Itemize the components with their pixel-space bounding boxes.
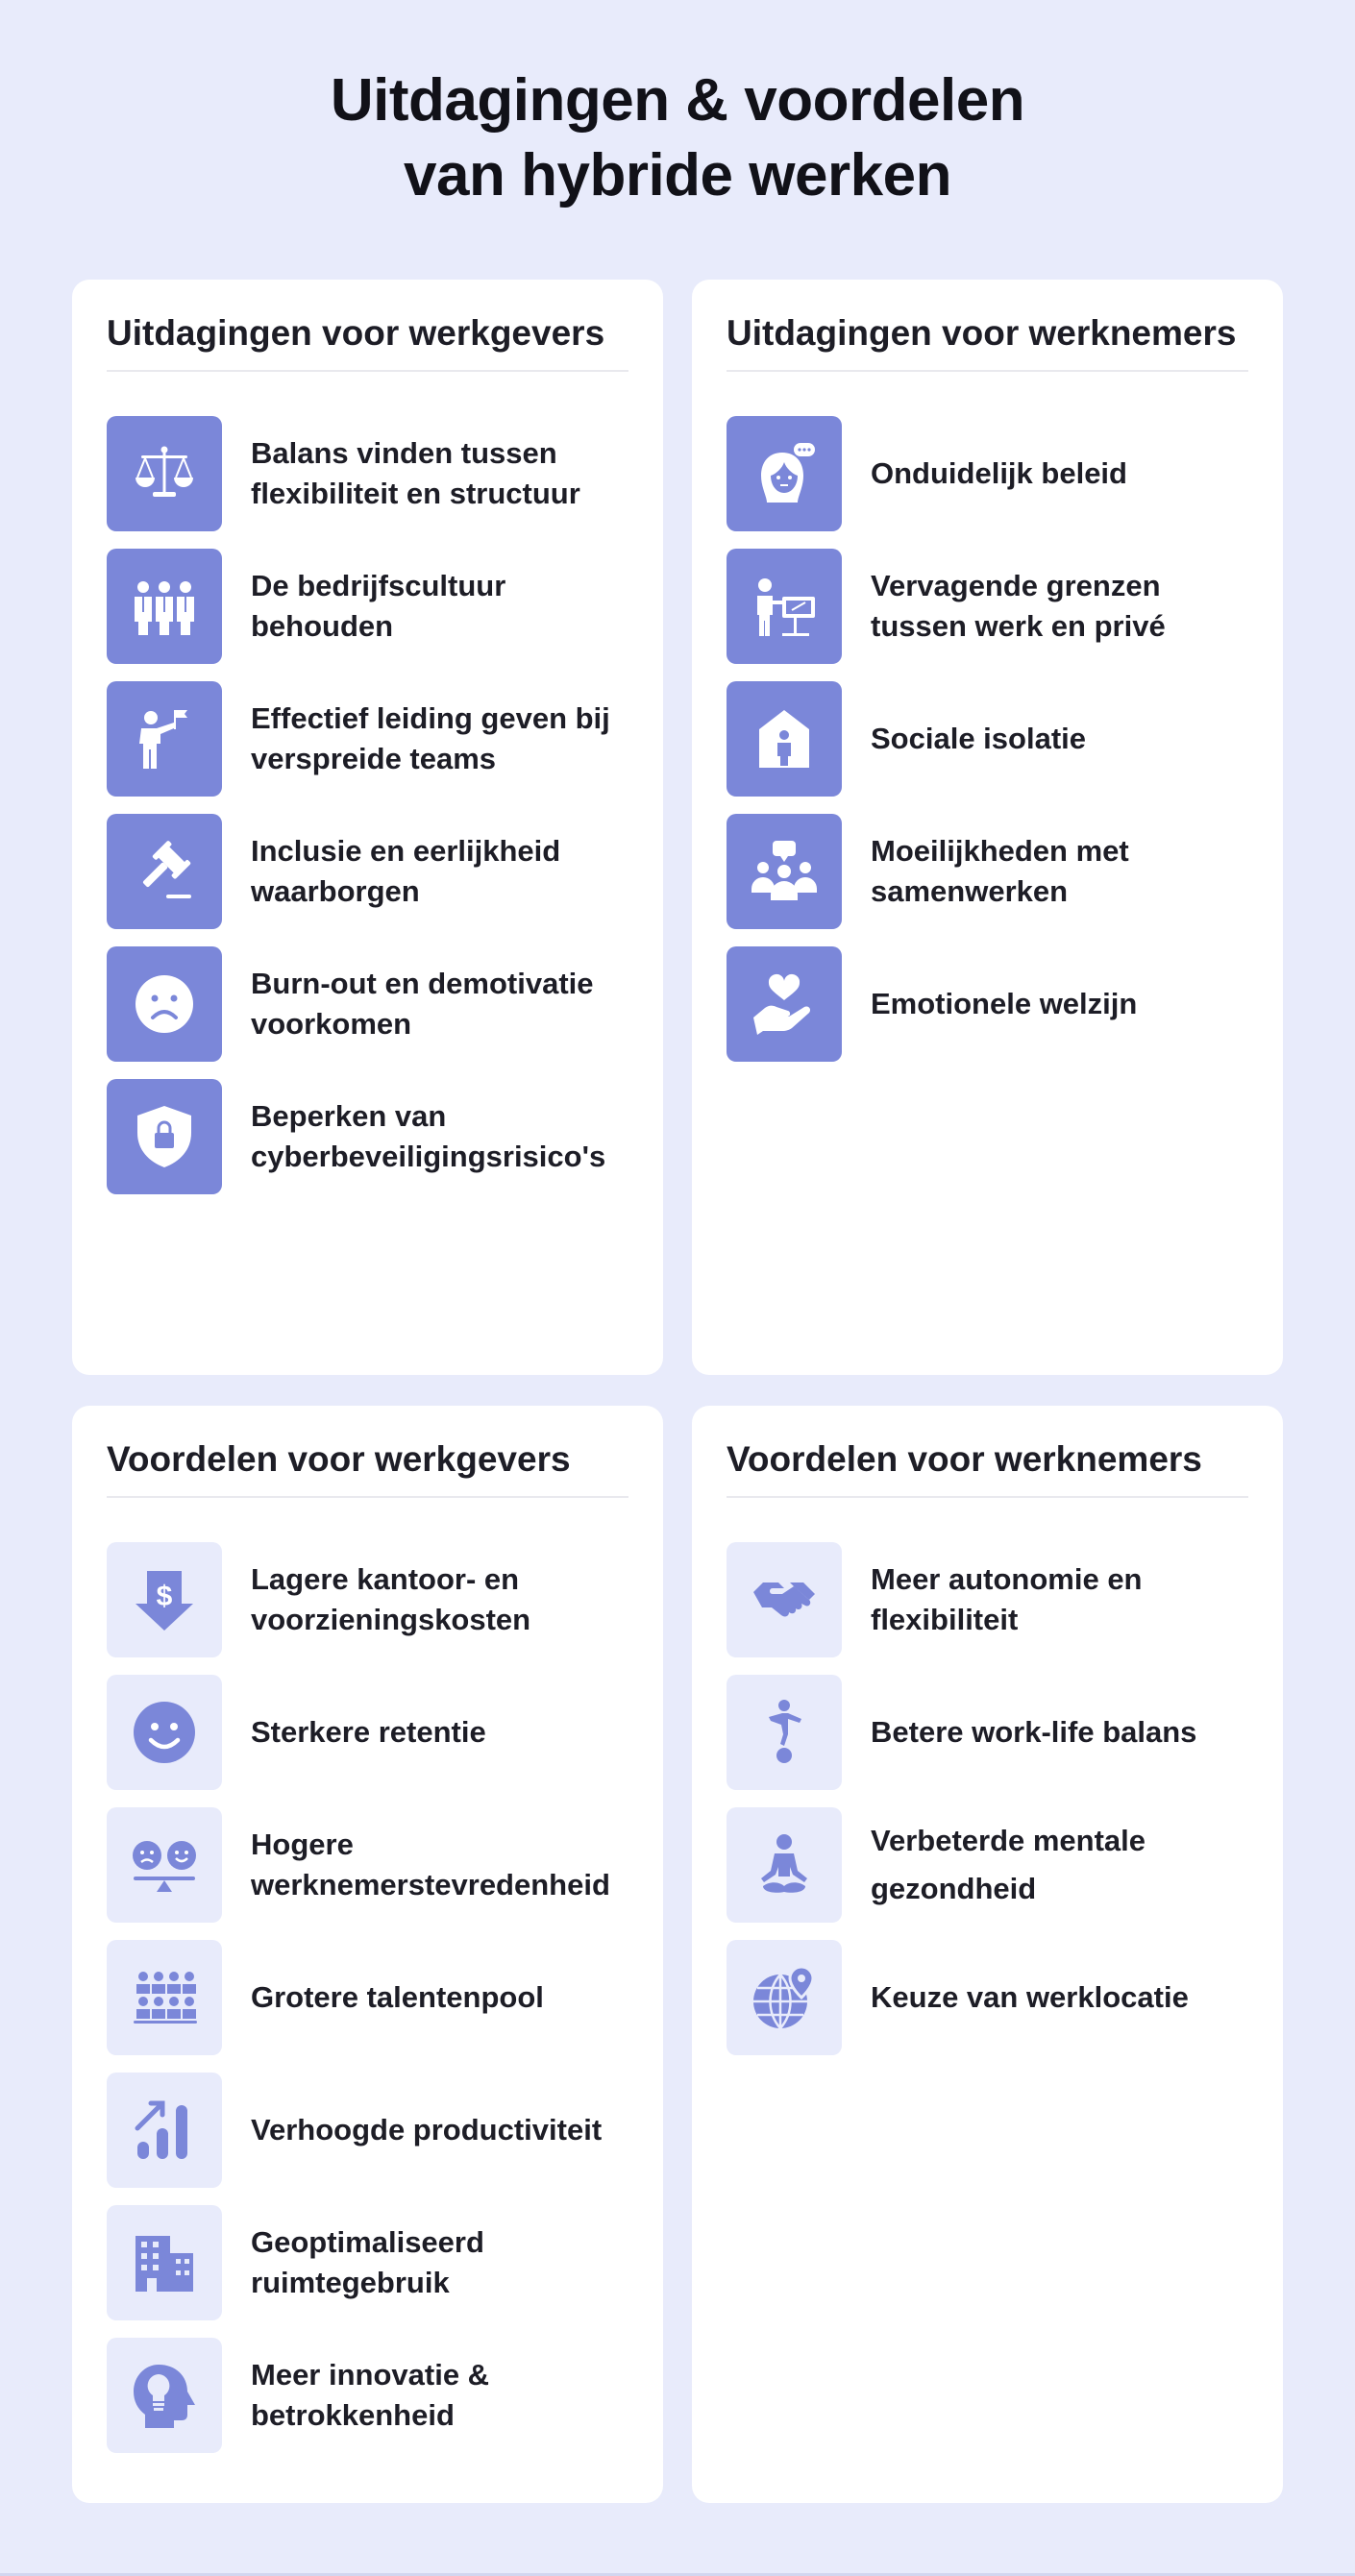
globe-pin-icon: [727, 1940, 842, 2055]
list-item: [727, 1675, 1248, 1790]
person-laptop-icon: [727, 549, 842, 664]
item-label: Meer autonomie en flexibiliteit: [871, 1562, 1143, 1636]
card-employee-challenges: [692, 280, 1283, 1375]
item-label: Betere work-life balans: [871, 1715, 1197, 1749]
item-label: Beperken van cyberbeveiligingsrisico's: [251, 1099, 606, 1173]
item-label: Sociale isolatie: [871, 722, 1086, 755]
card-title: Voordelen voor werkgevers: [107, 1406, 628, 1498]
item-list: [107, 416, 628, 1194]
list-item: [107, 2338, 628, 2453]
sad-face-icon: [107, 946, 222, 1062]
office-building-icon: [107, 2205, 222, 2320]
page-title-line-2: van hybride werken: [404, 142, 951, 209]
card-title: Uitdagingen voor werknemers: [727, 280, 1248, 372]
card-employer-benefits: [72, 1406, 663, 2503]
list-item: [107, 2073, 628, 2188]
list-item: [727, 1940, 1248, 2055]
list-item: [727, 1807, 1248, 1923]
scales-icon: [107, 416, 222, 531]
heart-hand-icon: [727, 946, 842, 1062]
handshake-icon: [727, 1542, 842, 1657]
list-item: [107, 814, 628, 929]
item-label: Lagere kantoor- en voorzieningskosten: [251, 1562, 531, 1636]
page-title: [0, 63, 1355, 213]
item-label: Hogere werknemerstevredenheid: [251, 1828, 610, 1901]
person-house-icon: [727, 681, 842, 797]
list-item: [107, 681, 628, 797]
item-label: Vervagende grenzen tussen werk en privé: [871, 569, 1166, 643]
card-employee-benefits: [692, 1406, 1283, 2503]
item-label: Inclusie en eerlijkheid waarborgen: [251, 834, 561, 908]
list-item: [107, 1940, 628, 2055]
gavel-icon: [107, 814, 222, 929]
list-item: [107, 549, 628, 664]
item-label: Sterkere retentie: [251, 1715, 486, 1749]
confused-person-icon: [727, 416, 842, 531]
item-label: De bedrijfscultuur behouden: [251, 569, 506, 643]
item-label: Verbeterde mentale gezondheid: [871, 1824, 1146, 1905]
card-employer-challenges: [72, 280, 663, 1375]
list-item: [727, 1542, 1248, 1657]
list-item: [107, 946, 628, 1062]
list-item: [727, 681, 1248, 797]
satisfaction-scale-icon: [107, 1807, 222, 1923]
item-label: Emotionele welzijn: [871, 987, 1138, 1020]
card-title: Voordelen voor werknemers: [727, 1406, 1248, 1498]
page-title-line-1: Uitdagingen & voordelen: [330, 67, 1025, 134]
growth-chart-icon: [107, 2073, 222, 2188]
list-item: [727, 946, 1248, 1062]
item-label: Onduidelijk beleid: [871, 456, 1127, 490]
list-item: [107, 1542, 628, 1657]
list-item: [107, 1807, 628, 1923]
idea-head-icon: [107, 2338, 222, 2453]
list-item: [107, 2205, 628, 2320]
list-item: [107, 1675, 628, 1790]
list-item: [727, 814, 1248, 929]
card-title: Uitdagingen voor werkgevers: [107, 280, 628, 372]
item-label: Verhoogde productiviteit: [251, 2113, 603, 2147]
item-label: Meer innovatie & betrokkenheid: [251, 2358, 490, 2432]
item-label: Keuze van werklocatie: [871, 1980, 1189, 2014]
item-label: Grotere talentenpool: [251, 1980, 544, 2014]
item-label: Moeilijkheden met samenwerken: [871, 834, 1129, 908]
meditation-icon: [727, 1807, 842, 1923]
item-label: Balans vinden tussen flexibiliteit en structuur: [251, 436, 580, 510]
item-label: Geoptimaliseerd ruimtegebruik: [251, 2225, 484, 2299]
dollar-down-icon: [107, 1542, 222, 1657]
list-item: [727, 416, 1248, 531]
smiley-icon: [107, 1675, 222, 1790]
group-chat-icon: [727, 814, 842, 929]
shield-lock-icon: [107, 1079, 222, 1194]
list-item: [107, 416, 628, 531]
talent-pool-icon: [107, 1940, 222, 2055]
item-label: Burn-out en demotivatie voorkomen: [251, 967, 594, 1041]
list-item: [107, 1079, 628, 1194]
leader-flag-icon: [107, 681, 222, 797]
svg-text:$: $: [156, 1581, 173, 1612]
item-list: [727, 416, 1248, 1062]
item-list: [727, 1542, 1248, 2055]
balance-figure-icon: [727, 1675, 842, 1790]
team-icon: [107, 549, 222, 664]
list-item: [727, 549, 1248, 664]
item-label: Effectief leiding geven bij verspreide teams: [251, 701, 610, 775]
item-list: [107, 1542, 628, 2453]
